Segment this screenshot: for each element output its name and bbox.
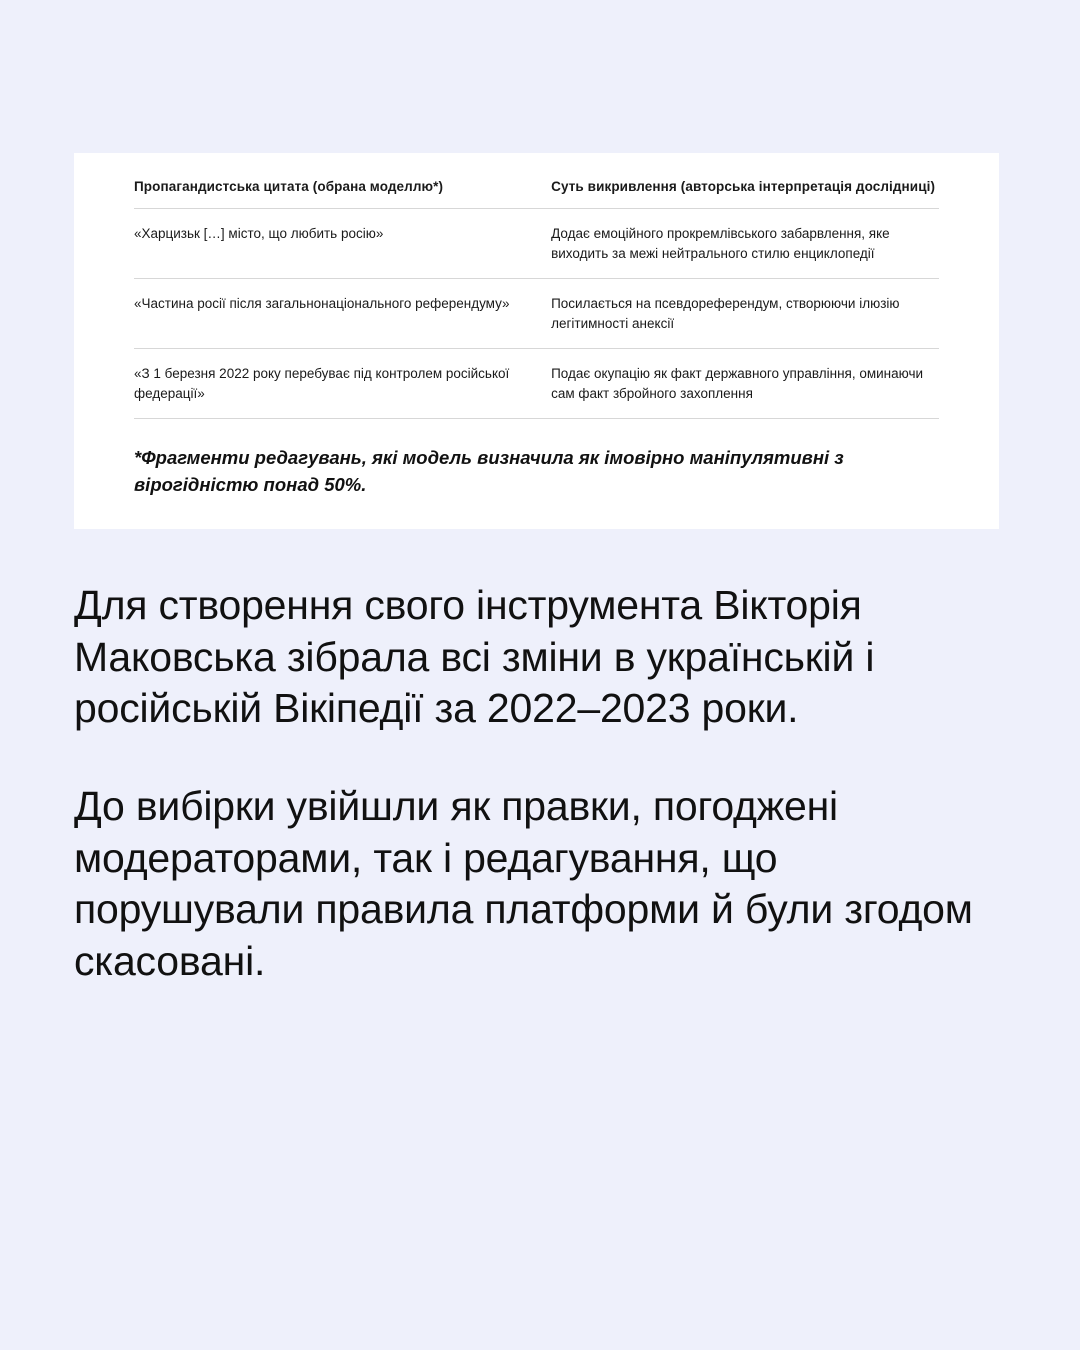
table-body	[134, 209, 939, 419]
table-row	[134, 279, 939, 349]
cell-quote: «Частина росії після загальнонаціонального референдуму»	[134, 279, 547, 349]
cell-analysis: Подає окупацію як факт державного управління, оминаючи сам факт збройного захоплення	[547, 349, 939, 419]
quote-table	[134, 175, 939, 419]
table-header-analysis: Суть викривлення (авторська інтерпретація дослідниці)	[551, 179, 936, 194]
cell-analysis: Посилається на псевдореферендум, створюючи ілюзію легітимності анексії	[547, 279, 939, 349]
table-header-row	[134, 175, 939, 209]
table-head	[134, 175, 939, 209]
cell-quote: «З 1 березня 2022 року перебуває під контролем російської федерації»	[134, 349, 547, 419]
table-footnote: *Фрагменти редагувань, які модель визначила як імовірно маніпулятивні з вірогідністю понад 50%.	[134, 447, 844, 496]
paragraph-1: Для створення свого інструмента Вікторія Маковська зібрала всі зміни в українській і російській Вікіпедії за 2022–2023 роки.	[74, 582, 875, 732]
cell-analysis: Додає емоційного прокремлівського забарвлення, яке виходить за межі нейтрального стилю енциклопедії	[547, 209, 939, 279]
cell-quote: «Харцизьк […] місто, що любить росію»	[134, 209, 547, 279]
table-row	[134, 209, 939, 279]
quote-table-card	[74, 153, 999, 529]
paragraph-2: До вибірки увійшли як правки, погоджені модераторами, так і редагування, що порушували правила платформи й були згодом скасовані.	[74, 782, 973, 984]
table-row	[134, 349, 939, 419]
body-copy	[74, 580, 1014, 988]
table-header-quote: Пропагандистська цитата (обрана моделлю*)	[134, 179, 444, 194]
